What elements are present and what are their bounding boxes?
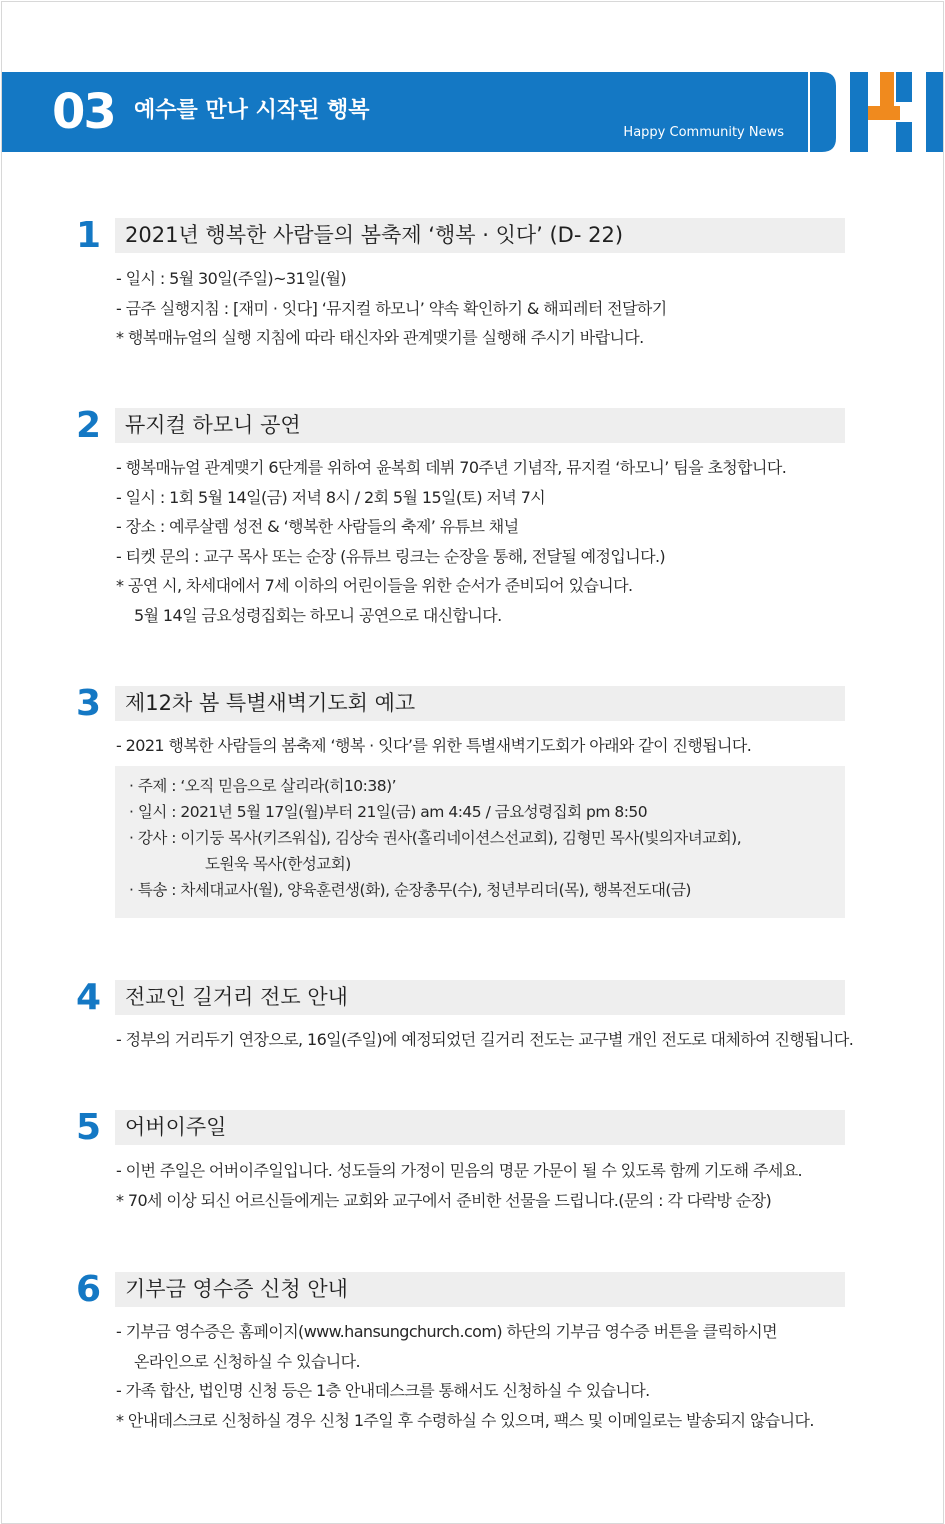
section-title: 제12차 봄 특별새벽기도회 예고	[115, 686, 845, 721]
notice-line: - 일시 : 5월 30일(주일)~31일(월)	[116, 269, 347, 288]
section-number: 1	[76, 215, 102, 256]
notice-line: 온라인으로 신청하실 수 있습니다.	[134, 1351, 360, 1371]
notice-line: - 일시 : 1회 5월 14일(금) 저녁 8시 / 2회 5월 15일(토) 저녁 7시	[116, 487, 546, 507]
section-title: 어버이주일	[115, 1110, 845, 1145]
notice-line: - 금주 실행지침 : [재미 · 잇다] ‘뮤지컬 하모니’ 약속 확인하기 & 해피레터 전달하기	[116, 298, 667, 318]
section-number: 5	[76, 1107, 102, 1148]
detail-line: · 주제 : ‘오직 믿음으로 살리라(히10:38)’	[129, 777, 397, 795]
header-title: 예수를 만나 시작된 행복	[134, 98, 370, 123]
notice-line: * 행복매뉴얼의 실행 지침에 따라 태신자와 관계맺기를 실행해 주시기 바랍니다.	[116, 328, 644, 347]
notice-line: * 70세 이상 되신 어르신들에게는 교회와 교구에서 준비한 선물을 드립니다.(문의 : 각 다락방 순장)	[116, 1190, 772, 1210]
notice-line: * 안내데스크로 신청하실 경우 신청 1주일 후 수령하실 수 있으며, 팩스 및 이메일로는 발송되지 않습니다.	[116, 1410, 814, 1430]
notice-line: 5월 14일 금요성령집회는 하모니 공연으로 대신합니다.	[134, 605, 502, 625]
section-title: 전교인 길거리 전도 안내	[115, 980, 845, 1015]
section-number: 6	[76, 1269, 102, 1310]
notice-line: - 행복매뉴얼 관계맺기 6단계를 위하여 윤복희 데뷔 70주년 기념작, 뮤지컬 ‘하모니’ 팀을 초청합니다.	[116, 458, 787, 477]
special-prayer-details-box	[115, 766, 845, 918]
section-number: 4	[76, 977, 102, 1018]
header-subtitle: Happy Community News	[623, 125, 784, 140]
church-logo	[808, 72, 943, 152]
header-number: 03	[52, 84, 115, 140]
notice-line: - 정부의 거리두기 연장으로, 16일(주일)에 예정되었던 길거리 전도는 교구별 개인 전도로 대체하여 진행됩니다.	[116, 1030, 854, 1049]
notice-line: * 공연 시, 차세대에서 7세 이하의 어린이들을 위한 순서가 준비되어 있습니다.	[116, 576, 633, 595]
section-title: 뮤지컬 하모니 공연	[115, 408, 845, 443]
header-banner	[2, 72, 810, 152]
detail-line: · 강사 : 이기둥 목사(키즈워십), 김상숙 권사(홀리네이션스선교회), 김형민 목사(빛의자녀교회),	[129, 829, 742, 847]
notice-line: - 장소 : 예루살렘 성전 & ‘행복한 사람들의 축제’ 유튜브 채널	[116, 517, 519, 536]
section-title: 기부금 영수증 신청 안내	[115, 1272, 845, 1307]
notice-line: - 티켓 문의 : 교구 목사 또는 순장 (유튜브 링크는 순장을 통해, 전달될 예정입니다.)	[116, 546, 666, 566]
section-number: 2	[76, 405, 102, 446]
section-title: 2021년 행복한 사람들의 봄축제 ‘행복 · 잇다’ (D- 22)	[115, 218, 845, 253]
notice-line: - 이번 주일은 어버이주일입니다. 성도들의 가정이 믿음의 명문 가문이 될 수 있도록 함께 기도해 주세요.	[116, 1161, 803, 1180]
detail-line: 도원욱 목사(한성교회)	[205, 855, 351, 873]
section-number: 3	[76, 683, 102, 724]
detail-line: · 일시 : 2021년 5월 17일(월)부터 21일(금) am 4:45 / 금요성령집회 pm 8:50	[129, 803, 648, 821]
notice-line: - 2021 행복한 사람들의 봄축제 ‘행복 · 잇다’를 위한 특별새벽기도회가 아래와 같이 진행됩니다.	[116, 736, 752, 755]
notice-line: - 가족 합산, 법인명 신청 등은 1층 안내데스크를 통해서도 신청하실 수 있습니다.	[116, 1381, 650, 1400]
detail-line: · 특송 : 차세대교사(월), 양육훈련생(화), 순장총무(수), 청년부리더(목), 행복전도대(금)	[129, 881, 691, 899]
notice-line: - 기부금 영수증은 홈페이지(www.hansungchurch.com) 하단의 기부금 영수증 버튼을 클릭하시면	[116, 1322, 777, 1341]
